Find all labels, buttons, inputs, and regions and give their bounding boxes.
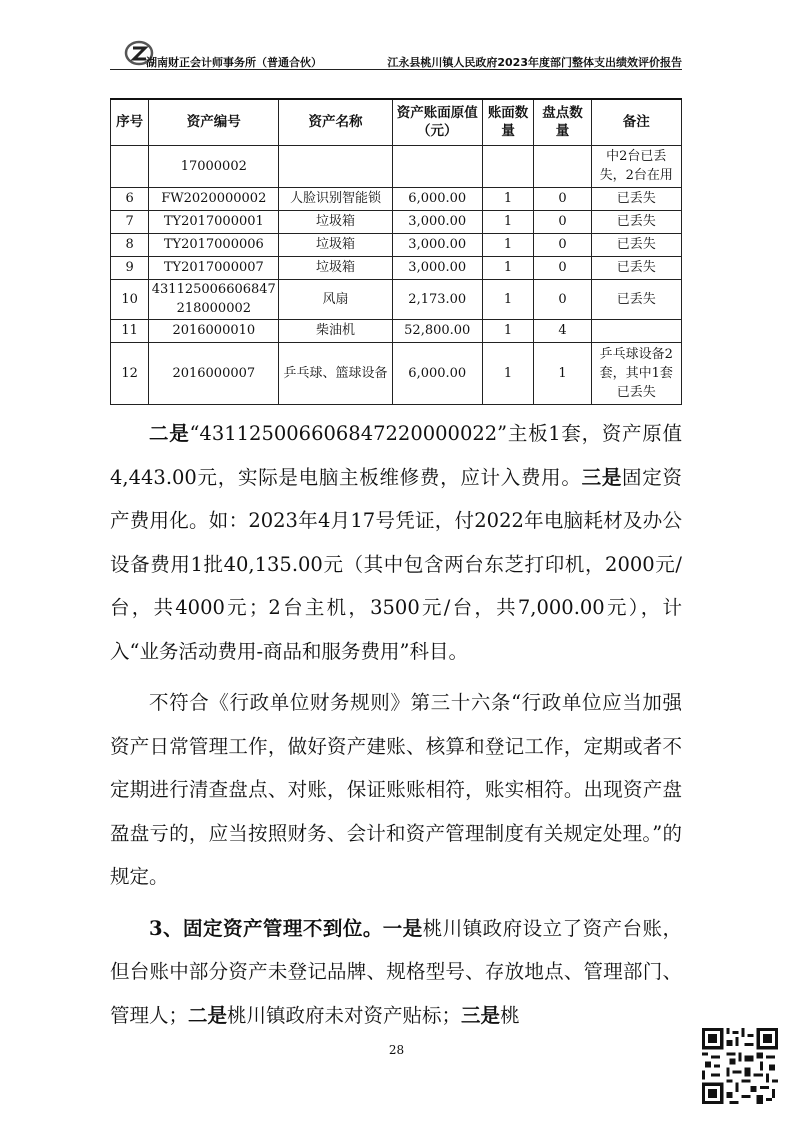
- table-row: [111, 187, 682, 210]
- col-header-name: 资产名称: [279, 99, 392, 145]
- cell-seq: 10: [111, 279, 149, 319]
- paragraph-asset-management: [110, 907, 682, 1038]
- cell-seq: 12: [111, 342, 149, 404]
- cell-count: 1: [482, 187, 534, 210]
- body-text: [110, 412, 682, 1037]
- cell-code: TY2017000001: [149, 210, 279, 233]
- table-row: [111, 233, 682, 256]
- table-row: [111, 342, 682, 404]
- paragraph-text: 桃: [500, 1003, 520, 1027]
- cell-value: [392, 145, 482, 187]
- cell-seq: 7: [111, 210, 149, 233]
- bold-lead: 二是: [149, 422, 190, 445]
- table-row: [111, 210, 682, 233]
- cell-seq: [111, 145, 149, 187]
- cell-code: 2016000007: [149, 342, 279, 404]
- cell-count: 1: [482, 256, 534, 279]
- cell-note: [591, 319, 681, 342]
- cell-note: 中2台已丢失，2台在用: [591, 145, 681, 187]
- cell-code: 431125006606847218000002: [149, 279, 279, 319]
- col-header-value: 资产账面原值（元）: [392, 99, 482, 145]
- cell-check: 0: [534, 279, 591, 319]
- cell-count: 1: [482, 342, 534, 404]
- cell-check: 1: [534, 342, 591, 404]
- paragraph-text: 桃川镇政府未对资产贴标；: [227, 1003, 462, 1027]
- firm-name: 湖南财正会计师事务所（普通合伙）: [146, 56, 322, 69]
- cell-code: 2016000010: [149, 319, 279, 342]
- cell-note: 已丢失: [591, 210, 681, 233]
- col-header-seq: 序号: [111, 99, 149, 145]
- paragraph-findings: [110, 412, 682, 673]
- cell-name: 乒乓球、篮球设备: [279, 342, 392, 404]
- cell-value: 52,800.00: [392, 319, 482, 342]
- cell-seq: 8: [111, 233, 149, 256]
- cell-note: 已丢失: [591, 256, 681, 279]
- table-row: [111, 256, 682, 279]
- cell-code: FW2020000002: [149, 187, 279, 210]
- report-title: 江永县桃川镇人民政府2023年度部门整体支出绩效评价报告: [387, 56, 682, 69]
- cell-seq: 6: [111, 187, 149, 210]
- cell-check: 0: [534, 210, 591, 233]
- cell-seq: 9: [111, 256, 149, 279]
- cell-note: 已丢失: [591, 233, 681, 256]
- cell-check: [534, 145, 591, 187]
- section-heading: 3、固定资产管理不到位。一是: [149, 916, 423, 940]
- paragraph-text: “431125006606847220000022”主板1套，资产原值4,443.00元，实际是电脑主板维修费，应计入费用。: [110, 422, 682, 489]
- asset-table: [110, 98, 682, 405]
- cell-name: 柴油机: [279, 319, 392, 342]
- cell-code: 17000002: [149, 145, 279, 187]
- paragraph-text: 固定资产费用化。如：2023年4月17号凭证，付2022年电脑耗材及办公设备费用1批40,135.00元（其中包含两台东芝打印机，2000元/台，共4000元；2台主机，3500元/台，共7,000.00元），计入“业务活动费用-商品和服务费用”科目。: [110, 465, 682, 663]
- table-row: [111, 145, 682, 187]
- col-header-check: 盘点数量: [534, 99, 591, 145]
- cell-check: 4: [534, 319, 591, 342]
- cell-name: 垃圾箱: [279, 210, 392, 233]
- cell-name: 垃圾箱: [279, 233, 392, 256]
- cell-name: 人脸识别智能锁: [279, 187, 392, 210]
- cell-name: [279, 145, 392, 187]
- paragraph-regulation: 不符合《行政单位财务规则》第三十六条“行政单位应当加强资产日常管理工作，做好资产建账、核算和登记工作，定期或者不定期进行清查盘点、对账，保证账账相符，账实相符。出现资产盘盈盘亏的，应当按照财务、会计和资产管理制度有关规定处理。”的规定。: [110, 691, 682, 888]
- bold-lead: 三是: [461, 1003, 501, 1027]
- cell-note: 乒乓球设备2套，其中1套已丢失: [591, 342, 681, 404]
- cell-code: TY2017000006: [149, 233, 279, 256]
- cell-count: 1: [482, 319, 534, 342]
- col-header-count: 账面数量: [482, 99, 534, 145]
- qr-code-icon: [702, 1028, 778, 1104]
- cell-name: 风扇: [279, 279, 392, 319]
- cell-name: 垃圾箱: [279, 256, 392, 279]
- cell-value: 3,000.00: [392, 210, 482, 233]
- cell-check: 0: [534, 187, 591, 210]
- cell-count: [482, 145, 534, 187]
- cell-code: TY2017000007: [149, 256, 279, 279]
- cell-value: 2,173.00: [392, 279, 482, 319]
- table-header-row: [111, 99, 682, 145]
- table-row: [111, 279, 682, 319]
- cell-count: 1: [482, 210, 534, 233]
- cell-value: 6,000.00: [392, 187, 482, 210]
- page-header: [110, 40, 682, 70]
- cell-count: 1: [482, 233, 534, 256]
- cell-value: 6,000.00: [392, 342, 482, 404]
- table-row: [111, 319, 682, 342]
- paragraph-text: 桃川镇政府设立了资产台账，但台账中部分资产未登记品牌、规格型号、存放地点、管理部门、管理人；: [110, 916, 682, 1027]
- cell-count: 1: [482, 279, 534, 319]
- cell-value: 3,000.00: [392, 256, 482, 279]
- cell-note: 已丢失: [591, 279, 681, 319]
- col-header-note: 备注: [591, 99, 681, 145]
- cell-check: 0: [534, 256, 591, 279]
- cell-check: 0: [534, 233, 591, 256]
- col-header-code: 资产编号: [149, 99, 279, 145]
- cell-note: 已丢失: [591, 187, 681, 210]
- cell-seq: 11: [111, 319, 149, 342]
- header-divider: [110, 69, 682, 70]
- cell-value: 3,000.00: [392, 233, 482, 256]
- page-number: 28: [388, 1043, 405, 1057]
- bold-lead: 二是: [188, 1003, 228, 1027]
- bold-lead: 三是: [581, 465, 623, 489]
